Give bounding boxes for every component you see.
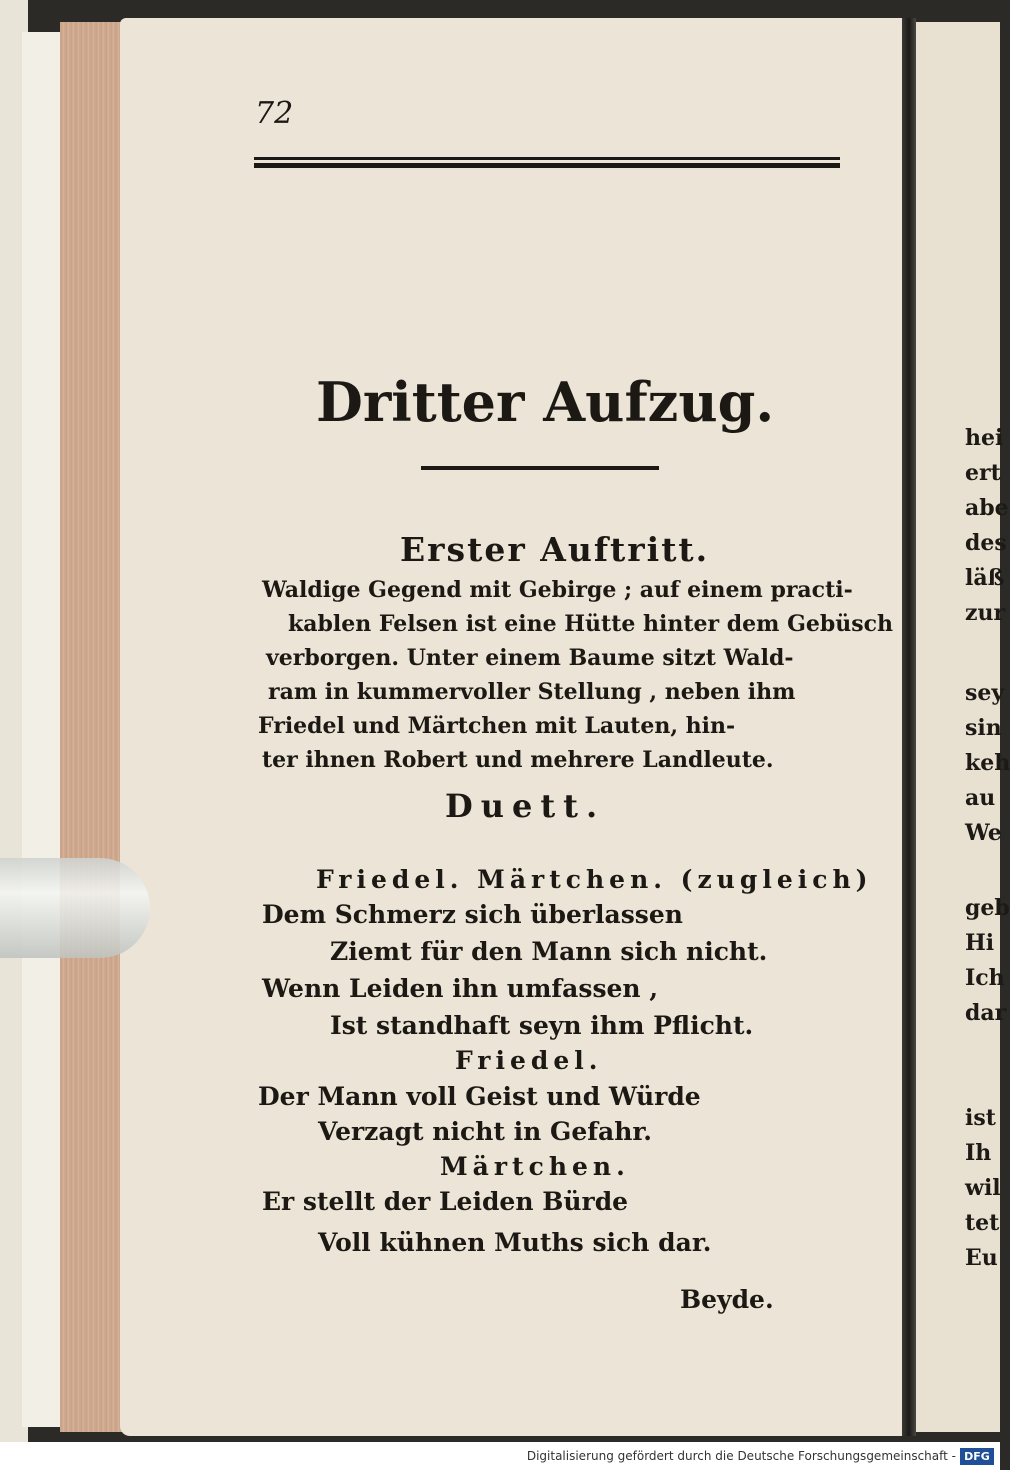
facing-page-fragment: zur: [965, 600, 1006, 626]
footer-bar: [0, 1442, 1000, 1470]
facing-page-fragment: dar: [965, 1000, 1007, 1026]
duet-heading: Duett.: [445, 787, 606, 825]
page-holder-clip: [0, 858, 150, 958]
stage-line: ter ihnen Robert und mehrere Landleute.: [262, 747, 774, 773]
scene-title: Erster Auftritt.: [400, 530, 710, 569]
facing-page-fragment: sey: [965, 680, 1005, 706]
act-title: Dritter Aufzug.: [316, 370, 775, 434]
speaker-line: Friedel. Märtchen. (zugleich): [316, 865, 873, 894]
facing-page-fragment: ist: [965, 1105, 996, 1131]
facing-page-fragment: tet: [965, 1210, 1000, 1236]
verse-line: Der Mann voll Geist und Würde: [258, 1082, 701, 1111]
book-gutter: [902, 18, 916, 1436]
facing-page-fragment: Ich: [965, 965, 1005, 991]
stage-line: verborgen. Unter einem Baume sitzt Wald-: [266, 645, 794, 671]
verse-line: Er stellt der Leiden Bürde: [262, 1187, 629, 1216]
verse-line: Ist standhaft seyn ihm Pflicht.: [330, 1011, 754, 1040]
speaker-line: Friedel.: [455, 1046, 603, 1075]
facing-page-fragment: We: [965, 820, 1002, 846]
facing-page-fragment: geb: [965, 895, 1010, 921]
stage-line: kablen Felsen ist eine Hütte hinter dem Gebüsch: [288, 611, 894, 637]
stage-line: ram in kummervoller Stellung , neben ihm: [268, 679, 796, 705]
facing-page-fragment: Ih: [965, 1140, 992, 1166]
facing-page-fragment: wil: [965, 1175, 1001, 1201]
facing-page-fragment: keh: [965, 750, 1010, 776]
facing-page-fragment: abe: [965, 495, 1009, 521]
book-cover-edge: [22, 32, 62, 1427]
verse-line: Voll kühnen Muths sich dar.: [318, 1228, 712, 1257]
footer-credit: Digitalisierung gefördert durch die Deutsche Forschungsgemeinschaft -: [526, 1449, 956, 1463]
catchword: Beyde.: [680, 1285, 774, 1314]
facing-page-fragment: au: [965, 785, 996, 811]
verse-line: Wenn Leiden ihn umfassen ,: [262, 974, 659, 1003]
facing-page-fragment: des: [965, 530, 1007, 556]
header-rule: [254, 157, 840, 169]
verse-line: Ziemt für den Mann sich nicht.: [330, 937, 768, 966]
verse-line: Verzagt nicht in Gefahr.: [318, 1117, 652, 1146]
facing-page-fragment: hei: [965, 425, 1004, 451]
facing-page-fragment: sin: [965, 715, 1002, 741]
speaker-line: Märtchen.: [440, 1152, 630, 1181]
dfg-logo: DFG: [960, 1448, 994, 1465]
stage-line: Waldige Gegend mit Gebirge ; auf einem practi-: [262, 577, 853, 603]
stage-line: Friedel und Märtchen mit Lauten, hin-: [258, 713, 736, 739]
facing-page-fragment: ert: [965, 460, 1001, 486]
facing-page-fragment: läß: [965, 565, 1005, 591]
title-rule: [421, 466, 659, 470]
facing-page-fragment: Eu: [965, 1245, 998, 1271]
verse-line: Dem Schmerz sich überlassen: [262, 900, 683, 929]
page-number: 72: [255, 96, 294, 131]
facing-page-fragment: Hi: [965, 930, 995, 956]
